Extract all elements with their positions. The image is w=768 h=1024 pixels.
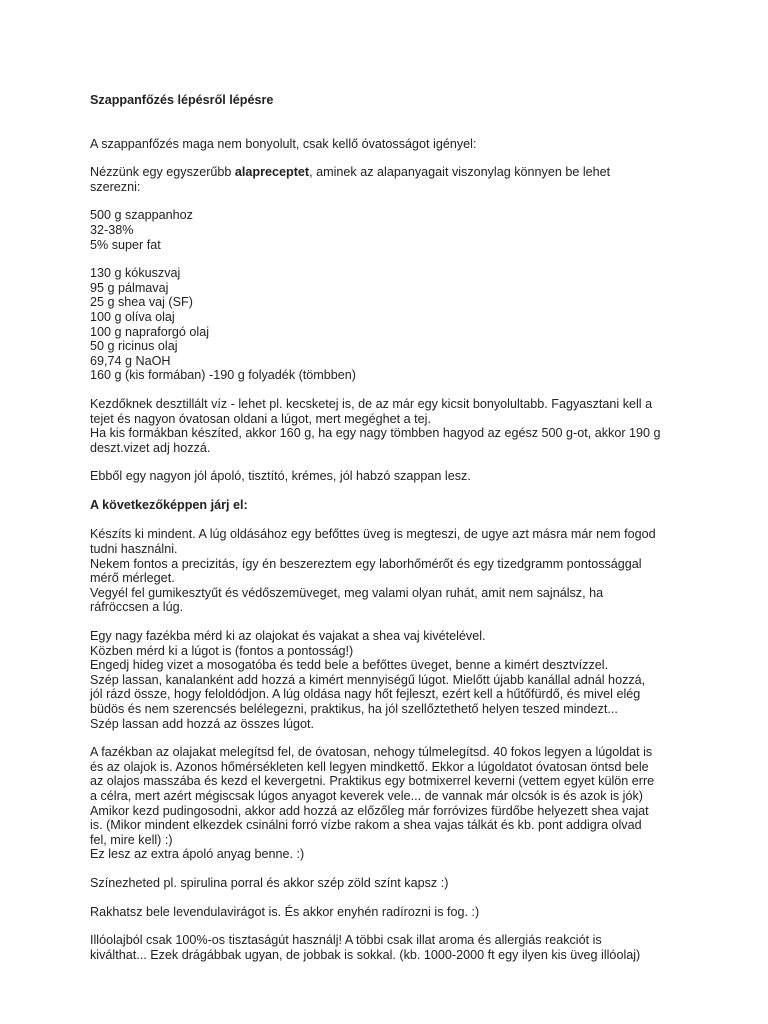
ingredient-item: 130 g kókuszvaj bbox=[90, 266, 181, 281]
text-line: ráfröccsen a lúg. bbox=[90, 600, 184, 615]
recipe-intro-paragraph bbox=[90, 165, 690, 194]
mixing-paragraph bbox=[90, 745, 690, 862]
spacer bbox=[90, 891, 690, 905]
text-line: kiválthat... Ezek drágábbak ugyan, de jobbak is sokkal. (kb. 1000-2000 ft egy ilyen kis üveg illóolaj) bbox=[90, 947, 641, 962]
water-note-paragraph bbox=[90, 397, 690, 455]
text-line: Egy nagy fazékba mérd ki az olajokat és vajakat a shea vaj kivételével. bbox=[90, 629, 486, 644]
text-line: A fazékban az olajakat melegítsd fel, de óvatosan, nehogy túlmelegítsd. 40 fokos legyen a lúgoldat is bbox=[90, 745, 653, 760]
ingredient-item: 100 g olíva olaj bbox=[90, 309, 175, 324]
text-line: jól rázd össze, hogy feloldódjon. A lúg oldása nagy hőt fejleszt, ezért kell a hűtőfürdő, és mivel elég bbox=[90, 687, 641, 702]
spacer bbox=[90, 194, 690, 208]
text-line: tudni használni. bbox=[90, 542, 178, 557]
text-line: is. (Mikor mindent elkezdek csinálni forró vízbe rakom a shea vajas tálkát és kb. pont addigra olvad bbox=[90, 818, 642, 833]
text-line: fel, mire kell) :) bbox=[90, 832, 173, 847]
text-line: és az olajok is. Azonos hőmérsékleten kell legyen mindkettő. Ekkor a lúgoldatot óvatosan öntsd bele bbox=[90, 759, 649, 774]
recipe-intro-line-1 bbox=[90, 165, 690, 180]
text-line: Ha kis formákban készíted, akkor 160 g, ha egy nagy tömbben hagyod az egész 500 g-ot, akkor 190 g bbox=[90, 426, 661, 441]
text-line: Készíts ki mindent. A lúg oldásához egy befőttes üveg is megteszi, de ugye azt másra már nem fogod bbox=[90, 527, 656, 542]
recipe-intro-before: Nézzünk egy egyszerűbb bbox=[90, 165, 235, 180]
recipe-intro-line-2: szerezni: bbox=[90, 179, 141, 194]
spacer bbox=[90, 919, 690, 933]
text-line: Illóolajból csak 100%-os tisztaságút használj! A többi csak illat aroma és allergiás reakciót is bbox=[90, 933, 602, 948]
text-line: deszt.vizet adj hozzá. bbox=[90, 440, 211, 455]
recipe-intro-bold: alapreceptet bbox=[234, 165, 310, 180]
ingredient-item: 50 g ricinus olaj bbox=[90, 339, 178, 354]
text-line: Nekem fontos a precizitás, így én beszereztem egy laborhőmérőt és egy tizedgramm pontossággal bbox=[90, 556, 642, 571]
spacer bbox=[90, 108, 690, 137]
basics-list bbox=[90, 208, 690, 252]
text-line: Kezdőknek desztillált víz - lehet pl. kecsketej is, de az már egy kicsit bonyolultabb. Fagyasztani kell a bbox=[90, 396, 653, 411]
lye-paragraph bbox=[90, 629, 690, 731]
ingredient-item: 160 g (kis formában) -190 g folyadék (tömbben) bbox=[90, 368, 357, 383]
text-line: büdös és nem szerencsés belélegezni, praktikus, ha jól szellőztethető helyen teszed mindezt... bbox=[90, 702, 618, 716]
prep-paragraph bbox=[90, 527, 690, 615]
spacer bbox=[90, 862, 690, 876]
ingredient-item: 100 g napraforgó olaj bbox=[90, 324, 210, 339]
ingredient-item: 95 g pálmavaj bbox=[90, 280, 169, 295]
spacer bbox=[90, 512, 690, 527]
spacer bbox=[90, 484, 690, 498]
spacer bbox=[90, 383, 690, 397]
text-line: Ez lesz az extra ápoló anyag benne. :) bbox=[90, 847, 305, 862]
text-line: Közben mérd ki a lúgot is (fontos a pontosság!) bbox=[90, 643, 354, 658]
ingredient-item: 69,74 g NaOH bbox=[90, 353, 171, 368]
spacer bbox=[90, 252, 690, 266]
document-page bbox=[90, 93, 690, 962]
essential-oil-paragraph bbox=[90, 933, 690, 962]
result-paragraph: Ebből egy nagyon jól ápoló, tisztító, krémes, jól habzó szappan lesz. bbox=[90, 469, 471, 484]
spacer bbox=[90, 455, 690, 469]
text-line: a célra, mert azért mégiscsak lúgos anyagot keverek vele... de vannak már olcsók is és azok is jók) bbox=[90, 788, 643, 803]
ingredients-list bbox=[90, 266, 690, 383]
basics-item: 500 g szappanhoz bbox=[90, 208, 193, 223]
lavender-paragraph: Rakhatsz bele levendulavirágot is. És akkor enyhén radírozni is fog. :) bbox=[90, 904, 480, 919]
steps-heading: A következőképpen járj el: bbox=[90, 497, 248, 512]
spacer bbox=[90, 731, 690, 745]
ingredient-item: 25 g shea vaj (SF) bbox=[90, 295, 193, 310]
text-line: Szép lassan add hozzá az összes lúgot. bbox=[90, 716, 315, 731]
spirulina-paragraph: Színezheted pl. spirulina porral és akkor szép zöld színt kapsz :) bbox=[90, 875, 449, 890]
intro-paragraph: A szappanfőzés maga nem bonyolult, csak kellő óvatosságot igényel: bbox=[90, 136, 477, 151]
text-line: Amikor kezd pudingosodni, akkor add hozzá az előzőleg már forróvizes fürdőbe helyezett shea vajat bbox=[90, 803, 649, 818]
basics-item: 32-38% bbox=[90, 222, 134, 237]
text-line: Szép lassan, kanalanként add hozzá a kimért mennyiségű lúgot. Mielőtt újabb kanállal adnál hozzá, bbox=[90, 672, 646, 687]
spacer bbox=[90, 615, 690, 629]
document-title: Szappanfőzés lépésről lépésre bbox=[90, 93, 274, 107]
recipe-intro-after: , aminek az alapanyagait viszonylag könnyen be lehet bbox=[309, 165, 611, 180]
text-line: tejet és nagyon óvatosan oldani a lúgot, mert megéghet a tej. bbox=[90, 411, 431, 426]
basics-item: 5% super fat bbox=[90, 237, 161, 252]
spacer bbox=[90, 151, 690, 165]
text-line: Engedj hideg vizet a mosogatóba és tedd bele a befőttes üveget, benne a kimért desztvízzel. bbox=[90, 658, 609, 673]
text-line: Vegyél fel gumikesztyűt és védőszemüveget, meg valami olyan ruhát, amit nem sajnálsz, ha bbox=[90, 585, 604, 600]
text-line: mérő mérleget. bbox=[90, 571, 175, 586]
text-line: az olajos masszába és kezd el kevergetni. Praktikus egy botmixerrel keverni (vettem egyet külön erre bbox=[90, 774, 655, 789]
